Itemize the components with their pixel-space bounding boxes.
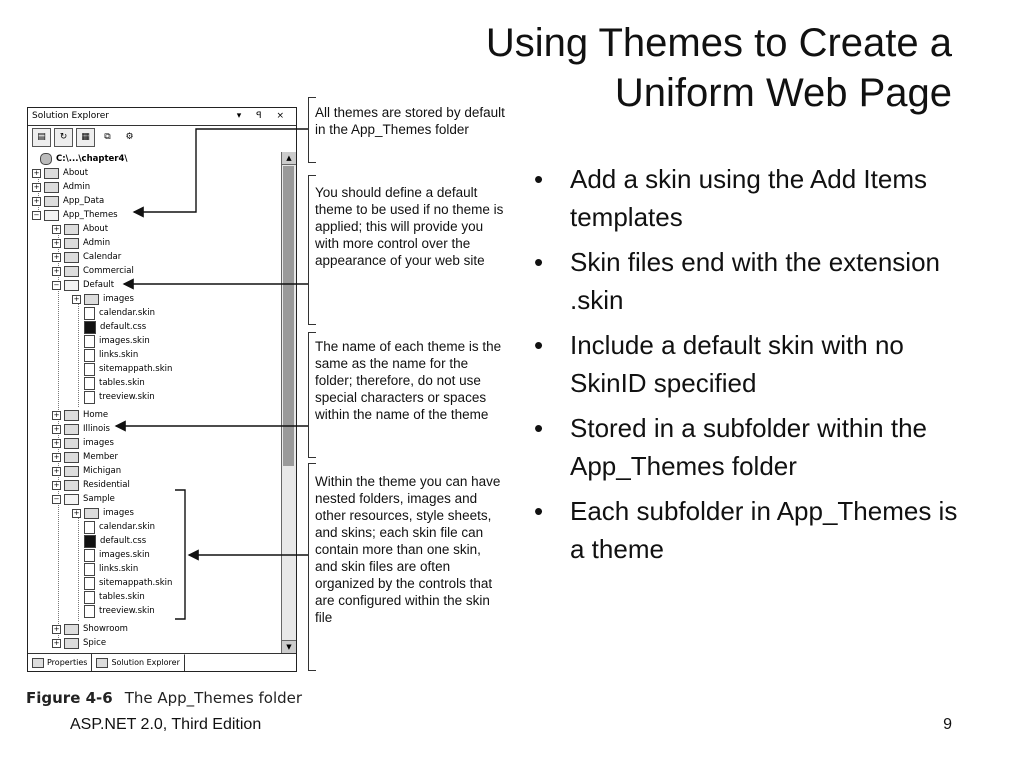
- tree-item[interactable]: default.css: [84, 534, 146, 548]
- panel-title: Solution Explorer: [32, 111, 109, 121]
- skin-file-icon: [84, 563, 95, 576]
- folder-icon: [84, 294, 99, 305]
- scroll-up-icon[interactable]: ▲: [282, 152, 296, 165]
- skin-file-icon: [84, 391, 95, 404]
- expand-icon[interactable]: +: [33, 196, 40, 205]
- theme-folder-icon: [64, 624, 79, 635]
- theme-folder-icon: [64, 452, 79, 463]
- nest-files-toolbar-icon[interactable]: ▦: [76, 128, 95, 147]
- tree-item[interactable]: tables.skin: [84, 376, 145, 390]
- footer-text: ASP.NET 2.0, Third Edition: [70, 716, 262, 733]
- expand-icon[interactable]: +: [53, 452, 60, 461]
- panel-window-controls[interactable]: ▾ ꟼ ×: [236, 111, 290, 121]
- figure-label: Figure 4-6: [26, 689, 113, 707]
- tree-item-root[interactable]: C:\...\chapter4\: [40, 152, 127, 166]
- folder-icon: [44, 182, 59, 193]
- theme-folder-icon: [64, 466, 79, 477]
- folder-icon: [64, 438, 79, 449]
- tree-item-app-themes[interactable]: − App_Themes: [33, 210, 118, 220]
- panel-titlebar: [28, 108, 296, 126]
- theme-folder-icon: [64, 480, 79, 491]
- panel-toolbar: [32, 128, 139, 148]
- tree-item[interactable]: sitemappath.skin: [84, 362, 172, 376]
- refresh-toolbar-icon[interactable]: ↻: [54, 128, 73, 147]
- tab-solution-explorer[interactable]: Solution Explorer: [92, 654, 184, 671]
- skin-file-icon: [84, 335, 95, 348]
- tree-item[interactable]: default.css: [84, 320, 146, 334]
- theme-folder-icon: [64, 252, 79, 263]
- skin-file-icon: [84, 307, 95, 320]
- title-line-2: Uniform Web Page: [614, 71, 952, 115]
- tree-item[interactable]: links.skin: [84, 562, 138, 576]
- bullet-item: • Add a skin using the Add Items templates: [530, 160, 970, 236]
- tree-item[interactable]: + Home: [53, 410, 109, 420]
- tree-item[interactable]: treeview.skin: [84, 604, 155, 618]
- bullet-item: • Each subfolder in App_Themes is a theme: [530, 492, 970, 568]
- theme-folder-icon: [64, 224, 79, 235]
- tree-item[interactable]: images.skin: [84, 334, 150, 348]
- theme-folder-icon: [64, 638, 79, 649]
- bullet-list: [530, 160, 970, 575]
- bullet-dot-icon: •: [534, 413, 544, 443]
- tree-item[interactable]: + Admin: [33, 182, 91, 192]
- tree-scrollbar[interactable]: [281, 152, 296, 653]
- theme-folder-icon: [64, 410, 79, 421]
- theme-folder-icon: [64, 238, 79, 249]
- expand-icon[interactable]: +: [33, 168, 40, 177]
- skin-file-icon: [84, 377, 95, 390]
- css-file-icon: [84, 321, 96, 334]
- callout-4: Within the theme you can have nested folders, images and other resources, style sheets, and skins; each skin file can contain more than one skin, and skin files are often organized by the controls that are configured within the skin file: [315, 474, 501, 625]
- tree-item[interactable]: + Spice: [53, 638, 107, 648]
- skin-file-icon: [84, 549, 95, 562]
- expand-icon[interactable]: +: [53, 466, 60, 475]
- skin-file-icon: [84, 521, 95, 534]
- asp-config-toolbar-icon[interactable]: ⚙: [125, 132, 134, 142]
- expand-icon[interactable]: +: [53, 480, 60, 489]
- tree-item[interactable]: + Commercial: [53, 266, 134, 276]
- tree-item[interactable]: + images: [53, 438, 114, 448]
- tree-item[interactable]: + Showroom: [53, 624, 128, 634]
- page-number: 9: [943, 716, 952, 733]
- expand-icon[interactable]: +: [73, 294, 80, 303]
- title-line-1: Using Themes to Create a: [485, 21, 952, 65]
- tab-properties[interactable]: Properties: [28, 654, 92, 671]
- skin-file-icon: [84, 349, 95, 362]
- solution-tree: [32, 152, 278, 653]
- scroll-thumb[interactable]: [283, 166, 294, 466]
- expand-icon[interactable]: +: [53, 252, 60, 261]
- solution-explorer-panel: [27, 107, 297, 672]
- expand-icon[interactable]: +: [53, 424, 60, 433]
- open-folder-icon: [44, 210, 59, 221]
- skin-file-icon: [84, 605, 95, 618]
- expand-icon[interactable]: +: [53, 638, 60, 647]
- project-icon: [40, 153, 52, 165]
- expand-icon[interactable]: +: [53, 438, 60, 447]
- bullet-dot-icon: •: [534, 247, 544, 277]
- properties-toolbar-icon[interactable]: ▤: [32, 128, 51, 147]
- callout-3: The name of each theme is the same as the name for the folder; therefore, do not use special characters or spaces within the name of the theme: [315, 339, 502, 422]
- tree-item[interactable]: + Member: [53, 452, 118, 462]
- collapse-icon[interactable]: −: [53, 280, 60, 289]
- tree-item-illinois[interactable]: + Illinois: [53, 424, 110, 434]
- tree-item[interactable]: + Calendar: [53, 252, 122, 262]
- tree-item[interactable]: + About: [33, 168, 89, 178]
- expand-icon[interactable]: +: [53, 624, 60, 633]
- slide-title: [352, 18, 952, 118]
- tree-item[interactable]: links.skin: [84, 348, 138, 362]
- expand-icon[interactable]: +: [53, 238, 60, 247]
- tree-item[interactable]: + images: [73, 508, 134, 518]
- data-folder-icon: [44, 196, 59, 207]
- callout-1: All themes are stored by default in the App_Themes folder: [315, 105, 505, 137]
- expand-icon[interactable]: +: [53, 266, 60, 275]
- tree-guide-line: [78, 511, 79, 621]
- bullet-item: • Include a default skin with no SkinID specified: [530, 326, 970, 402]
- scroll-down-icon[interactable]: ▼: [282, 640, 296, 653]
- tree-item[interactable]: calendar.skin: [84, 306, 155, 320]
- tree-item[interactable]: sitemappath.skin: [84, 576, 172, 590]
- bullet-item: • Skin files end with the extension .skin: [530, 243, 970, 319]
- open-folder-icon: [64, 494, 79, 505]
- skin-file-icon: [84, 577, 95, 590]
- folder-icon: [44, 168, 59, 179]
- tree-item[interactable]: images.skin: [84, 548, 150, 562]
- skin-file-icon: [84, 591, 95, 604]
- bullet-dot-icon: •: [534, 330, 544, 360]
- copy-website-toolbar-icon[interactable]: ⧉: [104, 132, 111, 142]
- tree-item-sample[interactable]: − Sample: [53, 494, 115, 504]
- callout-2: You should define a default theme to be used if no theme is applied; this will provide you with more control over the appearance of your web site: [315, 185, 504, 268]
- expand-icon[interactable]: +: [53, 224, 60, 233]
- bullet-dot-icon: •: [534, 164, 544, 194]
- skin-file-icon: [84, 363, 95, 376]
- tree-item[interactable]: calendar.skin: [84, 520, 155, 534]
- figure-caption: [26, 689, 302, 707]
- properties-icon: [32, 658, 44, 668]
- open-folder-icon: [64, 280, 79, 291]
- tree-item-default[interactable]: − Default: [53, 280, 115, 290]
- css-file-icon: [84, 535, 96, 548]
- theme-folder-icon: [64, 266, 79, 277]
- collapse-icon[interactable]: −: [33, 210, 40, 219]
- solution-explorer-icon: [96, 658, 108, 668]
- panel-tabs: [28, 653, 296, 671]
- tree-item[interactable]: + images: [73, 294, 134, 304]
- tree-item[interactable]: treeview.skin: [84, 390, 155, 404]
- tree-item[interactable]: + About: [53, 224, 109, 234]
- tree-guide-line: [78, 297, 79, 407]
- bullet-dot-icon: •: [534, 496, 544, 526]
- collapse-icon[interactable]: −: [53, 494, 60, 503]
- tree-item[interactable]: + Residential: [53, 480, 130, 490]
- bullet-item: • Stored in a subfolder within the App_Themes folder: [530, 409, 970, 485]
- expand-icon[interactable]: +: [33, 182, 40, 191]
- tree-item[interactable]: tables.skin: [84, 590, 145, 604]
- expand-icon[interactable]: +: [53, 410, 60, 419]
- tree-item[interactable]: + App_Data: [33, 196, 105, 206]
- theme-folder-icon: [64, 424, 79, 435]
- tree-item[interactable]: + Admin: [53, 238, 111, 248]
- figure-text: The App_Themes folder: [124, 689, 303, 707]
- folder-icon: [84, 508, 99, 519]
- tree-item[interactable]: + Michigan: [53, 466, 122, 476]
- expand-icon[interactable]: +: [73, 508, 80, 517]
